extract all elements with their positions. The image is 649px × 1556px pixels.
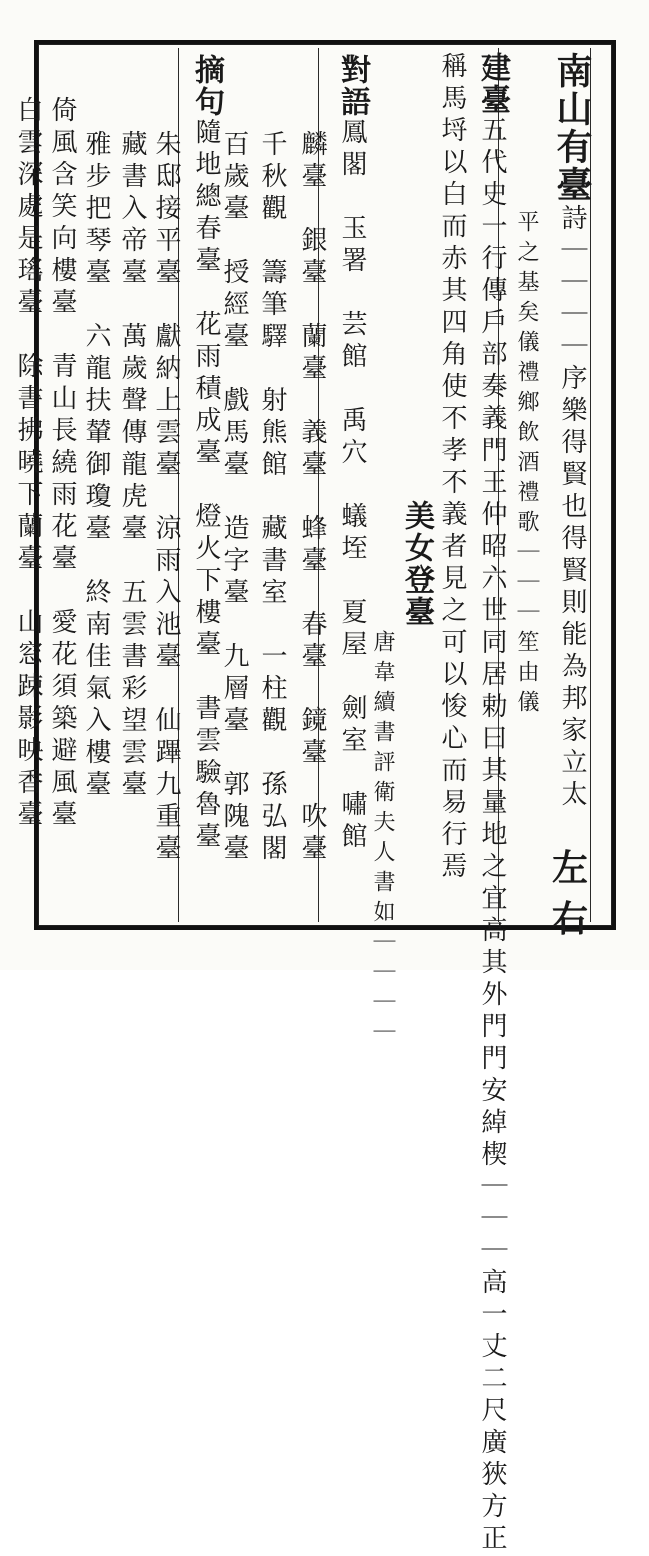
corner-tag: 左右 <box>552 847 587 940</box>
column-4 <box>332 54 370 920</box>
column-text: 百歲臺 授經臺 戲馬臺 造字臺 九層臺 郭隗臺 <box>219 130 249 866</box>
column-small-text: 唐韋續書評衛夫人書如｜｜｜｜ <box>370 630 395 1050</box>
column-2 <box>470 52 510 1556</box>
column-10 <box>116 130 150 996</box>
column-text: 稱馬埒以白而赤其四角使不孝不義者見之可以悛心而易行焉 <box>437 52 467 884</box>
column-text: 麟臺 銀臺 蘭臺 義臺 蜂臺 春臺 鏡臺 吹臺 <box>297 130 327 866</box>
section-title: 南山有臺 <box>551 52 593 204</box>
column-3-small <box>370 630 400 1496</box>
section-head: 美女登臺 <box>399 500 434 628</box>
column-13 <box>12 96 46 962</box>
column-5 <box>296 130 330 996</box>
column-9 <box>150 130 184 996</box>
section-head: 對語 <box>335 54 370 118</box>
column-3 <box>430 52 470 918</box>
column-3-head <box>400 500 434 1366</box>
section-head: 摘句 <box>189 54 224 118</box>
column-text: 朱邸接平臺 獻納上雲臺 涼雨入池臺 仙蹕九重臺 <box>151 130 181 866</box>
column-11 <box>80 130 114 996</box>
column-1-small <box>514 210 544 1076</box>
column-text: 倚風含笑向樓臺 青山長繞雨花臺 愛花須築避風臺 <box>47 96 77 832</box>
column-6 <box>256 130 290 996</box>
section-head: 建臺 <box>475 52 510 116</box>
column-text: 藏書入帝臺 萬歲聲傳龍虎臺 五雲書彩望雲臺 <box>117 130 147 802</box>
column-1 <box>546 52 593 918</box>
column-text: 雅步把琴臺 六龍扶輦御瓊臺 終南佳氣入樓臺 <box>81 130 111 802</box>
column-text: 詩｜｜｜｜序樂得賢也得賢則能為邦家立太 <box>557 204 587 812</box>
column-12 <box>46 96 80 962</box>
column-text: 白雲深處是瑤臺 除書拂曉下蘭臺 山窓踈影映香臺 <box>13 96 43 832</box>
column-text: 鳳閣 玉署 芸館 禹穴 蟻垤 夏屋 劍室 嘯館 <box>337 118 367 854</box>
column-text: 隨地總春臺 花雨積成臺 燈火下樓臺 書雲驗魯臺 <box>191 118 221 854</box>
column-8 <box>186 54 224 920</box>
column-text: 五代史一行傳戶部奏義門王仲昭六世同居勅曰其量地之宜高其外門門安綽楔｜｜｜高一丈二尺廣狹方正 <box>477 116 507 1556</box>
column-text: 千秋觀 籌筆驛 射熊館 藏書室 一柱觀 孫弘閣 <box>257 130 287 866</box>
column-small-text: 平之基矣儀禮鄉飲酒禮歌｜｜｜笙由儀 <box>514 210 539 720</box>
